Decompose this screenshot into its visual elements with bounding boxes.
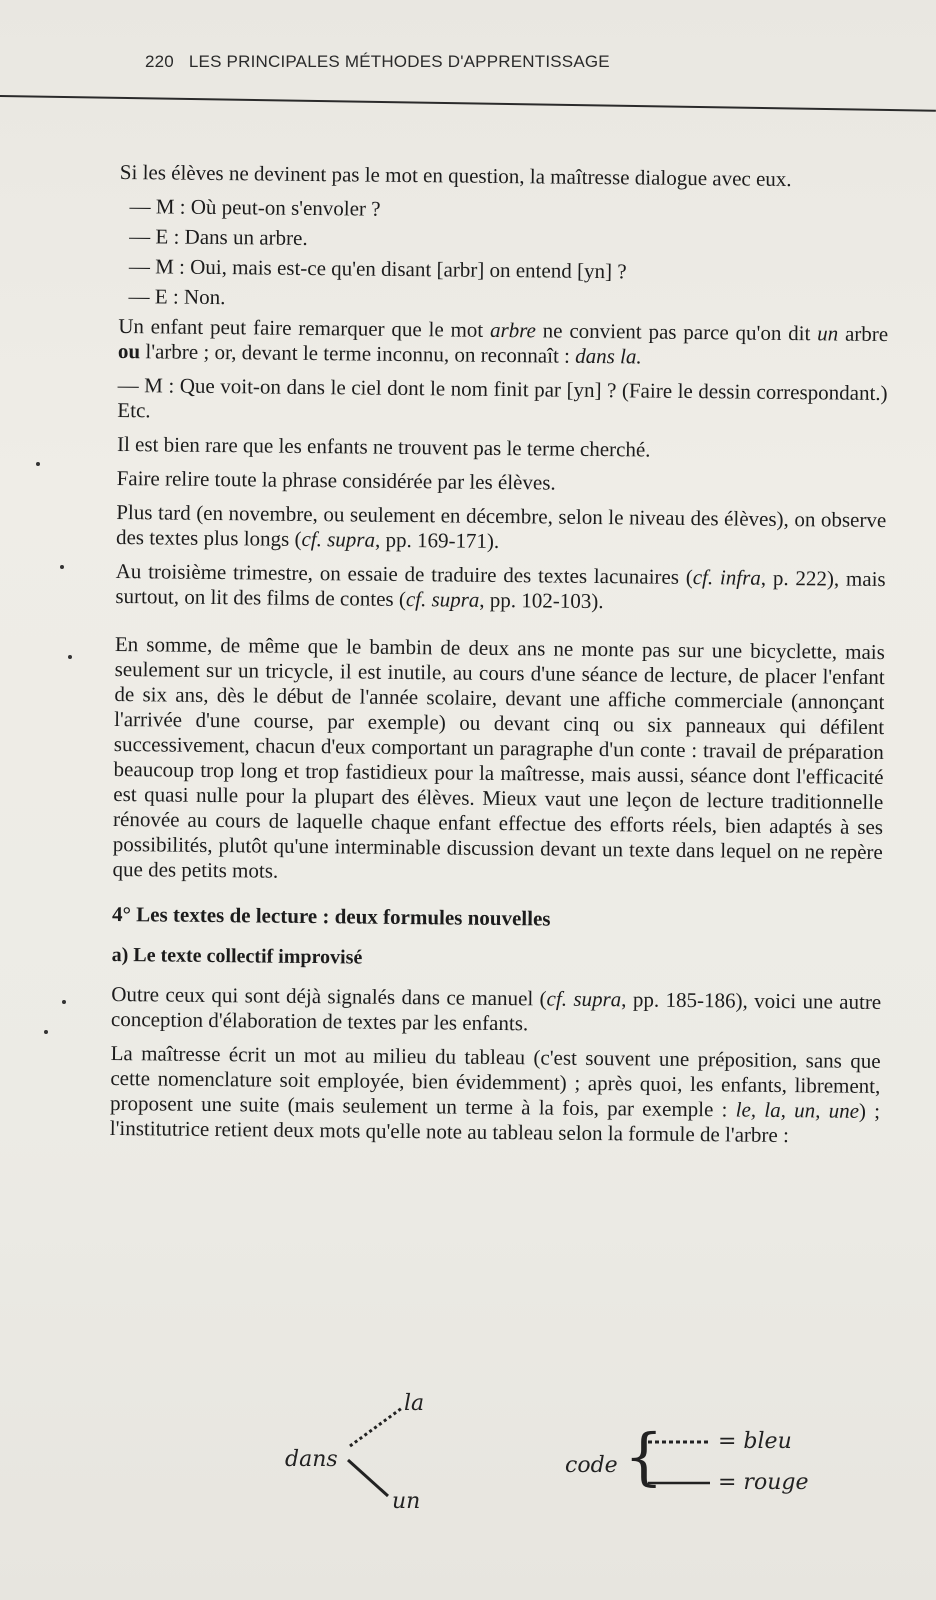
paragraph: Faire relire toute la phrase considérée par les élèves. xyxy=(116,465,556,495)
legend-solid-meaning: = rouge xyxy=(718,1470,809,1495)
paragraph: La maîtresse écrit un mot au milieu du tableau (c'est souvent une préposition, sans que cette nomenclature soit employée, bien évidemment) ; après quoi, les enfants, librement, proposent une suite (mais seulement un terme à la fois, par exemple : le, la, un, une) ; l'institutrice retient deux mots qu'elle note au tableau selon la formule de l'arbre : xyxy=(109,1040,881,1148)
running-head xyxy=(145,52,610,72)
paragraph: Au troisième trimestre, on essaie de traduire des textes lacunaires (cf. infra, p. 222), mais surtout, on lit des films de contes (cf. supra, pp. 102-103). xyxy=(115,558,886,614)
brace-icon: { xyxy=(624,1420,664,1493)
legend-dotted-meaning: = bleu xyxy=(718,1429,792,1454)
paragraph: Si les élèves ne devinent pas le mot en question, la maîtresse dialogue avec eux. xyxy=(119,160,792,192)
ink-speck xyxy=(36,462,40,466)
page-number: 220 xyxy=(145,52,174,71)
paragraph: En somme, de même que le bambin de deux ans ne monte pas sur une bicyclette, mais seulement sur un tricycle, il est inutile, au cours d'une séance de lecture, de placer l'enfant de six ans, dès le début de l'année scolaire, devant une affiche commerciale (annonçant l'arrivée d'une course, par exemple) ou devant cinq ou six panneaux qui défilent successivement, chacun d'eux comportant un paragraphe d'un conte : travail de préparation beaucoup trop long et trop fastidieux pour la maîtresse, mais aussi, séance dont l'efficacité est quasi nulle pour la plupart des élèves. Mieux vaut une leçon de lecture traditionnelle rénovée au cours de laquelle chaque enfant effectue des efforts réels, bien adaptés à ses possibilités, plutôt qu'une interminable discussion devant un texte dans lequel on ne repère que des petits mots. xyxy=(112,631,886,883)
ink-speck xyxy=(62,1000,66,1004)
ink-speck xyxy=(60,565,64,569)
code-label: code xyxy=(565,1453,618,1478)
tree-root-word: dans xyxy=(285,1447,338,1472)
dotted-branch xyxy=(350,1408,402,1446)
tree-top-word: la xyxy=(404,1391,425,1416)
paragraph: Un enfant peut faire remarquer que le mot arbre ne convient pas parce qu'on dit un arbre ou l'arbre ; or, devant le terme inconnu, on reconnaît : dans la. xyxy=(117,313,889,369)
paragraph: Plus tard (en novembre, ou seulement en décembre, selon le niveau des élèves), on observe des textes plus longs (cf. supra, pp. 169-171). xyxy=(115,499,887,553)
dialogue-line: — M : Où peut-on s'envoler ? xyxy=(129,194,381,221)
dialogue-line: — M : Oui, mais est-ce qu'en disant [arbr] on entend [yn] ? xyxy=(128,254,627,284)
paragraph: Il est bien rare que les enfants ne trouvent pas le terme cherché. xyxy=(116,431,651,462)
solid-branch xyxy=(348,1460,388,1496)
paragraph: — M : Que voit-on dans le ciel dont le nom finit par [yn] ? (Faire le dessin correspondant.) Etc. xyxy=(117,372,888,423)
header-rule xyxy=(0,95,936,112)
section-heading: 4° Les textes de lecture : deux formules nouvelles xyxy=(111,901,551,931)
ink-speck xyxy=(68,655,72,659)
ink-speck xyxy=(44,1030,48,1034)
running-title: LES PRINCIPALES MÉTHODES D'APPRENTISSAGE xyxy=(188,52,610,71)
tree-bottom-word: un xyxy=(392,1489,421,1514)
word-tree-diagram xyxy=(280,1380,840,1530)
subsection-heading: a) Le texte collectif improvisé xyxy=(111,943,363,969)
dialogue-line: — E : Dans un arbre. xyxy=(129,224,308,250)
body-text xyxy=(110,160,890,1158)
dialogue-line: — E : Non. xyxy=(128,284,226,310)
paragraph: Outre ceux qui sont déjà signalés dans ce manuel (cf. supra, pp. 185-186), voici une autre conception d'élaboration de textes par les enfants. xyxy=(110,981,882,1036)
